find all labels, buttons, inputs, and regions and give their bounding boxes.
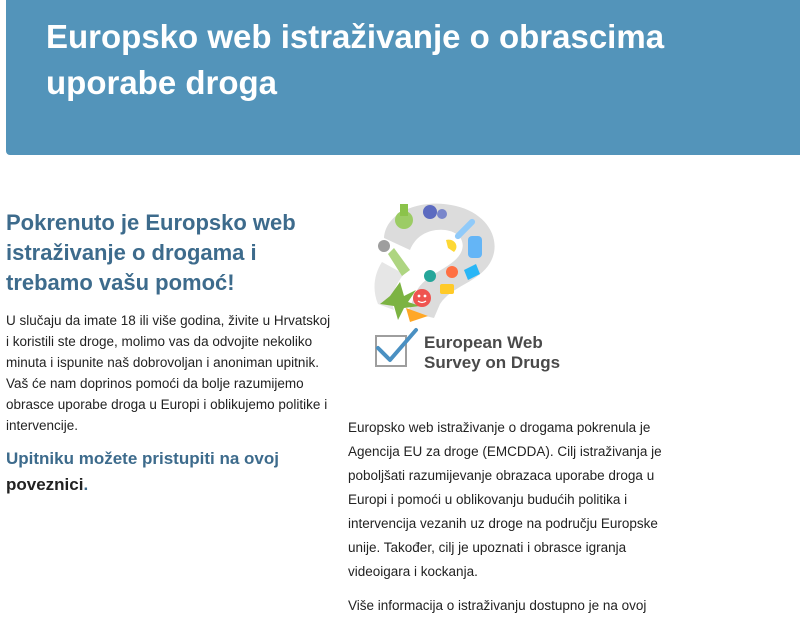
logo-line-2: Survey on Drugs (424, 353, 561, 372)
page-title: Europsko web istraživanje o obrascima uporabe droga (46, 18, 665, 101)
intro-section (6, 208, 336, 498)
intro-paragraph-1: U slučaju da imate 18 ili više godina, živite u Hrvatskoj i koristili ste droge, molimo vas da odvojite nekoliko minuta i ispunite naš dobrovoljan i anoniman upitnik. (6, 313, 331, 370)
survey-call-to-action (6, 446, 336, 498)
question-mark-graphic (375, 204, 495, 322)
intro-heading: Pokrenuto je Europsko web istraživanje o drogama i trebamo vašu pomoć! (6, 210, 296, 295)
logo-line-1: European Web (424, 333, 543, 352)
cta-end: . (83, 475, 89, 494)
checkbox-icon (376, 330, 416, 366)
about-paragraph-1: Europsko web istraživanje o drogama pokrenula je Agencija EU za droge (EMCDDA). Cilj istraživanja je poboljšati razumijevanje obrazaca uporabe droga u Europi i pomoći u oblikovanju budućih politika i intervencija vezanih uz droge na području Europske unije. Također, cilj je upoznati i obrasce igranja videoigara i kockanja. (348, 420, 662, 579)
about-section (348, 416, 688, 618)
about-paragraph-2: Više informacija o istraživanju dostupno je na ovoj (348, 598, 647, 613)
cta-text: Upitniku možete pristupiti na ovoj (6, 449, 279, 468)
ewsd-logo (364, 200, 584, 380)
face-icon (413, 289, 431, 307)
survey-link[interactable]: poveznici (6, 475, 84, 494)
intro-paragraph-2: Vaš će nam doprinos pomoći da bolje razumijemo obrasce uporabe droga u Europi i oblikujemo politike i intervencije. (6, 376, 328, 433)
pill-icon (423, 205, 437, 219)
bottle-icon (468, 236, 482, 258)
page-header (6, 0, 800, 155)
